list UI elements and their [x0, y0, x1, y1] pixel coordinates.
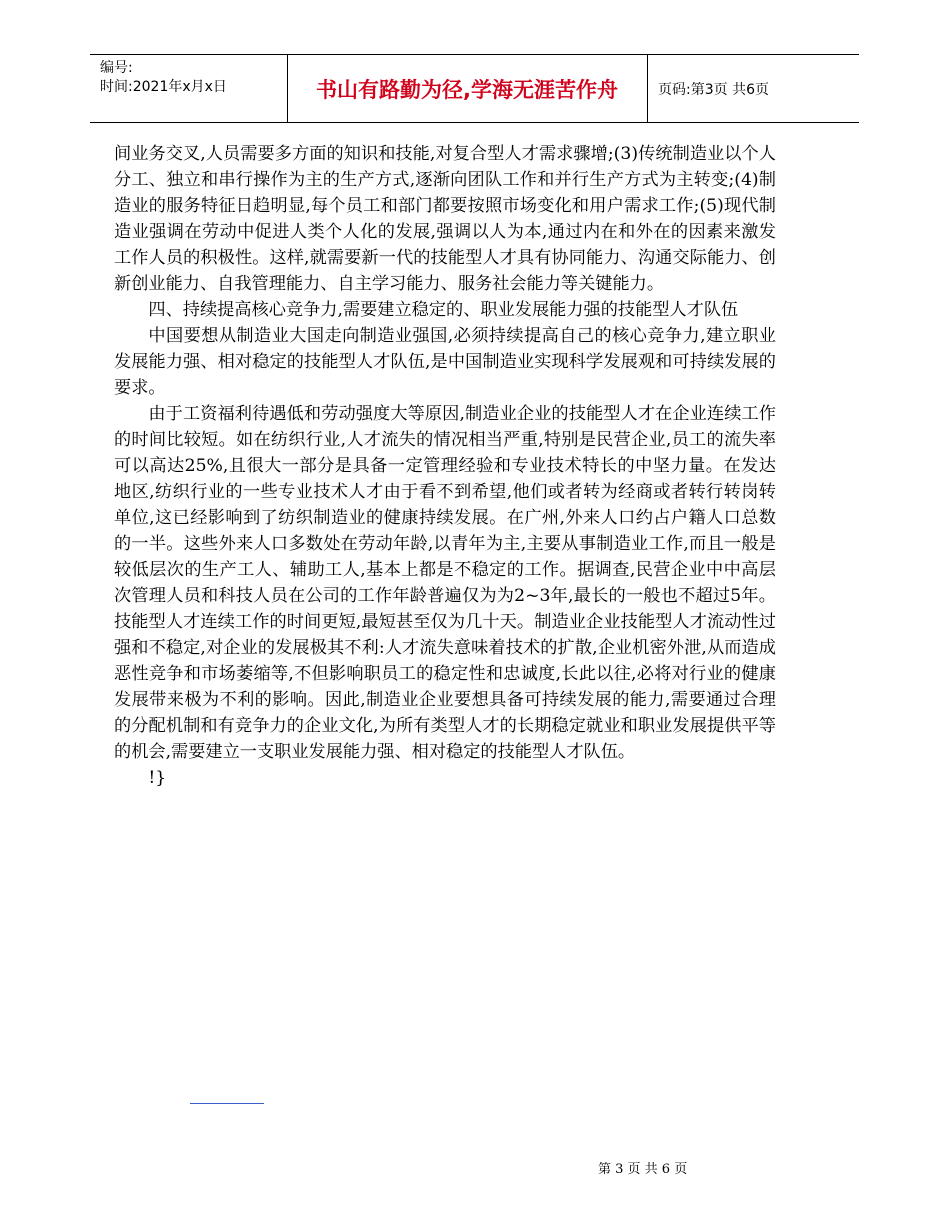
header-meta: [100, 59, 227, 97]
page-header: [90, 54, 859, 123]
paragraph: 中国要想从制造业大国走向制造业强国,必须持续提高自己的核心竞争力,建立职业发展能力强、相对稳定的技能型人才队伍,是中国制造业实现科学发展观和可持续发展的要求。: [114, 326, 776, 398]
paragraph-continued: 间业务交叉,人员需要多方面的知识和技能,对复合型人才需求骤增;(3)传统制造业以个人分工、独立和串行操作为主的生产方式,逐渐向团队工作和并行生产方式为主转变;(4)制造业的服务特征日趋明显,每个员工和部门都要按照市场变化和用户需求工作;(5)现代制造业强调在劳动中促进人类个人化的发展,强调以人为本,通过内在和外在的因素来激发工作人员的积极性。这样,就需要新一代的技能型人才具有协同能力、沟通交际能力、创新创业能力、自我管理能力、自主学习能力、服务社会能力等关键能力。: [114, 144, 776, 294]
document-time: 时间:2021年x月x日: [100, 79, 227, 95]
footnote-separator: [190, 1103, 264, 1104]
paragraph: 由于工资福利待遇低和劳动强度大等原因,制造业企业的技能型人才在企业连续工作的时间比较短。如在纺织行业,人才流失的情况相当严重,特别是民营企业,员工的流失率可以高达25%,且很大一部分是具备一定管理经验和专业技术特长的中坚力量。在发达地区,纺织行业的一些专业技术人才由于看不到希望,他们或者转为经商或者转行转岗转单位,这已经影响到了纺织制造业的健康持续发展。在广州,外来人口约占户籍人口总数的一半。这些外来人口多数处在劳动年龄,以青年为主,主要从事制造业工作,而且一般是较低层次的生产工人、辅助工人,基本上都是不稳定的工作。据调查,民营企业中中高层次管理人员和科技人员在公司的工作年龄普遍仅为为2~3年,最长的一般也不超过5年。技能型人才连续工作的时间更短,最短甚至仅为几十天。制造业企业技能型人才流动性过强和不稳定,对企业的发展极其不利:人才流失意味着技术的扩散,企业机密外泄,从而造成恶性竞争和市场萎缩等,不但影响职员工的稳定性和忠诚度,长此以往,必将对行业的健康发展带来极为不利的影响。因此,制造业企业要想具备可持续发展的能力,需要通过合理的分配机制和有竞争力的企业文化,为所有类型人才的长期稳定就业和职业发展提供平等的机会,需要建立一支职业发展能力强、相对稳定的技能型人才队伍。: [114, 404, 776, 762]
header-page-info: 页码:第3页 共6页: [658, 81, 769, 98]
document-body: [114, 141, 776, 791]
page-footer: 第 3 页 共 6 页: [598, 1162, 688, 1177]
header-motto: 书山有路勤为径,学海无涯苦作舟: [316, 77, 618, 102]
header-divider-right: [647, 55, 648, 122]
trailing-mark: !}: [148, 768, 167, 788]
document-number-label: 编号:: [100, 60, 133, 76]
section-heading: 四、持续提高核心竞争力,需要建立稳定的、职业发展能力强的技能型人才队伍: [148, 300, 739, 320]
